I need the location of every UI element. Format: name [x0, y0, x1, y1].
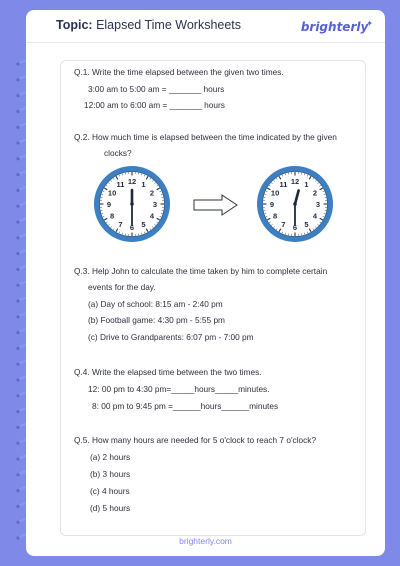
header-bar [26, 10, 385, 43]
q5-option-a: (a) 2 hours [90, 452, 131, 462]
q1-line-1: 3:00 am to 5:00 am = _______ hours [88, 84, 225, 94]
clock-number: 4 [312, 211, 318, 221]
clock-number: 2 [312, 188, 318, 198]
clock-number: 3 [152, 200, 158, 209]
q1-line-2: 12:00 am to 6:00 am = _______ hours [84, 100, 225, 110]
analog-clock-icon [92, 164, 172, 244]
q5-question: Q.5. How many hours are needed for 5 o'clock to reach 7 o'clock? [74, 435, 317, 445]
q1-question: Q.1. Write the time elapsed between the given two times. [74, 67, 284, 77]
clock-number: 12 [290, 177, 300, 186]
q4-question: Q.4. Write the elapsed time between the two times. [74, 367, 262, 377]
clock-number: 10 [107, 188, 117, 198]
clock-number: 7 [118, 219, 123, 229]
clock-number: 7 [281, 219, 286, 229]
q3-question-line-1: Q.3. Help John to calculate the time taken by him to complete certain [74, 266, 328, 276]
clock-center [130, 202, 134, 206]
clock-number: 8 [272, 211, 278, 221]
clock-number: 3 [315, 200, 321, 209]
clock-number: 9 [106, 200, 112, 209]
clock-number: 2 [149, 188, 155, 198]
clock-number: 5 [141, 219, 146, 229]
topic-label: Topic: [56, 18, 93, 32]
footer-url: brighterly.com [179, 536, 232, 546]
clock-number: 8 [109, 211, 115, 221]
clock-number: 12 [127, 177, 137, 186]
clock-number: 10 [270, 188, 280, 198]
q5-option-d: (d) 5 hours [90, 503, 131, 513]
topic-title: Elapsed Time Worksheets [96, 18, 242, 32]
clock-number: 11 [279, 180, 288, 190]
worksheet-page [26, 10, 385, 556]
q5-option-b: (b) 3 hours [90, 469, 131, 479]
q2-question-line-1: Q.2. How much time is elapsed between the time indicated by the given [74, 132, 337, 142]
clock-number: 6 [129, 223, 135, 232]
clock-number: 1 [304, 180, 309, 190]
clock-number: 5 [304, 219, 309, 229]
q3-question-line-2: events for the day. [88, 282, 156, 292]
q3-item-a: (a) Day of school: 8:15 am - 2:40 pm [88, 299, 223, 309]
clock-number: 11 [116, 180, 125, 190]
q3-item-c: (c) Drive to Grandparents: 6:07 pm - 7:00 pm [88, 332, 254, 342]
q2-question-line-2: clocks? [104, 148, 132, 158]
q4-line-2: 8: 00 pm to 9:45 pm =______hours______minutes [92, 401, 279, 411]
analog-clock-icon [255, 164, 335, 244]
right-arrow-outline-icon [192, 194, 240, 216]
clock-number: 9 [269, 200, 275, 209]
clock-center [293, 202, 297, 206]
brighterly-logo: brighterly✦ [300, 19, 373, 34]
page-title [56, 18, 241, 32]
q5-option-c: (c) 4 hours [90, 486, 130, 496]
clock-number: 4 [149, 211, 155, 221]
q4-line-1: 12: 00 pm to 4:30 pm=_____hours_____minutes. [88, 384, 270, 394]
clock-number: 1 [141, 180, 146, 190]
q3-item-b: (b) Football game: 4:30 pm - 5:55 pm [88, 315, 225, 325]
clock-number: 6 [292, 223, 298, 232]
